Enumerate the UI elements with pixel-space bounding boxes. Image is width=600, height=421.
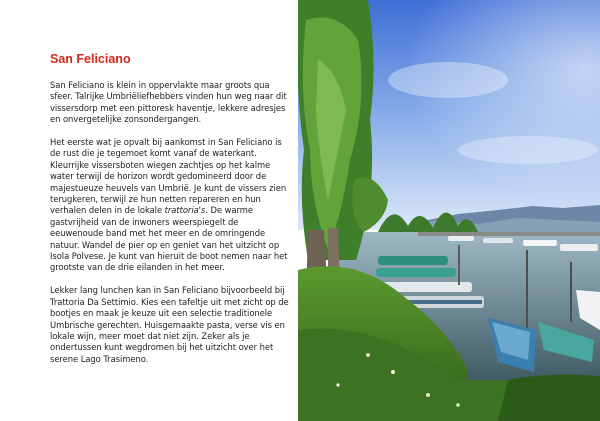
trattorias-emphasis: trattoria's [164,205,206,216]
paragraph-lunch: Lekker lang lunchen kan in San Feliciano bijvoorbeeld bij Trattoria Da Settimio. Kies een tafeltje uit met zicht op de bootjes en maak je keuze uit een selectie traditionele Umbrische gerechten. Huisgemaakte pasta, verse vis en lokale wijn, meer moet dat niet zijn. Zeker als je ondertussen kunt wegdromen bij het uitzicht over het serene Lago Trasimeno. [50,285,289,364]
text-column [0,0,298,421]
paragraph-arrival [50,137,290,274]
paragraph-arrival-part1: Het eerste wat je opvalt bij aankomst in San Feliciano is de rust die je tegemoet komt vanaf de waterkant. Kleurrijke vissersboten wiegen zachtjes op het kalme water terwijl de horizon wordt gedomineerd door de majestueuze heuvels van Umbrië. Je kunt de vissers zien terugkeren, terwijl ze hun netten repareren en hun verhalen delen in de lokale [50,137,287,216]
article-body [50,80,290,377]
article-title: San Feliciano [50,52,131,66]
paragraph-arrival-part2: . De warme gastvrijheid van de inwoners weerspiegelt de eeuwenoude band met het meer en de omringende natuur. Wandel de pier op en geniet van het uitzicht op Isola Polvese. Je kunt van hieruit de boot nemen naar het grootste van de drie eilanden in het meer. [50,205,288,273]
harbor-photo [298,0,600,421]
paragraph-intro: San Feliciano is klein in oppervlakte maar groots qua sfeer. Talrijke Umbriëliefhebbers vinden hun weg naar dit vissersdorp met een pittoresk haventje, lekkere adresjes en onvergetelijke zonsondergangen. [50,80,287,125]
